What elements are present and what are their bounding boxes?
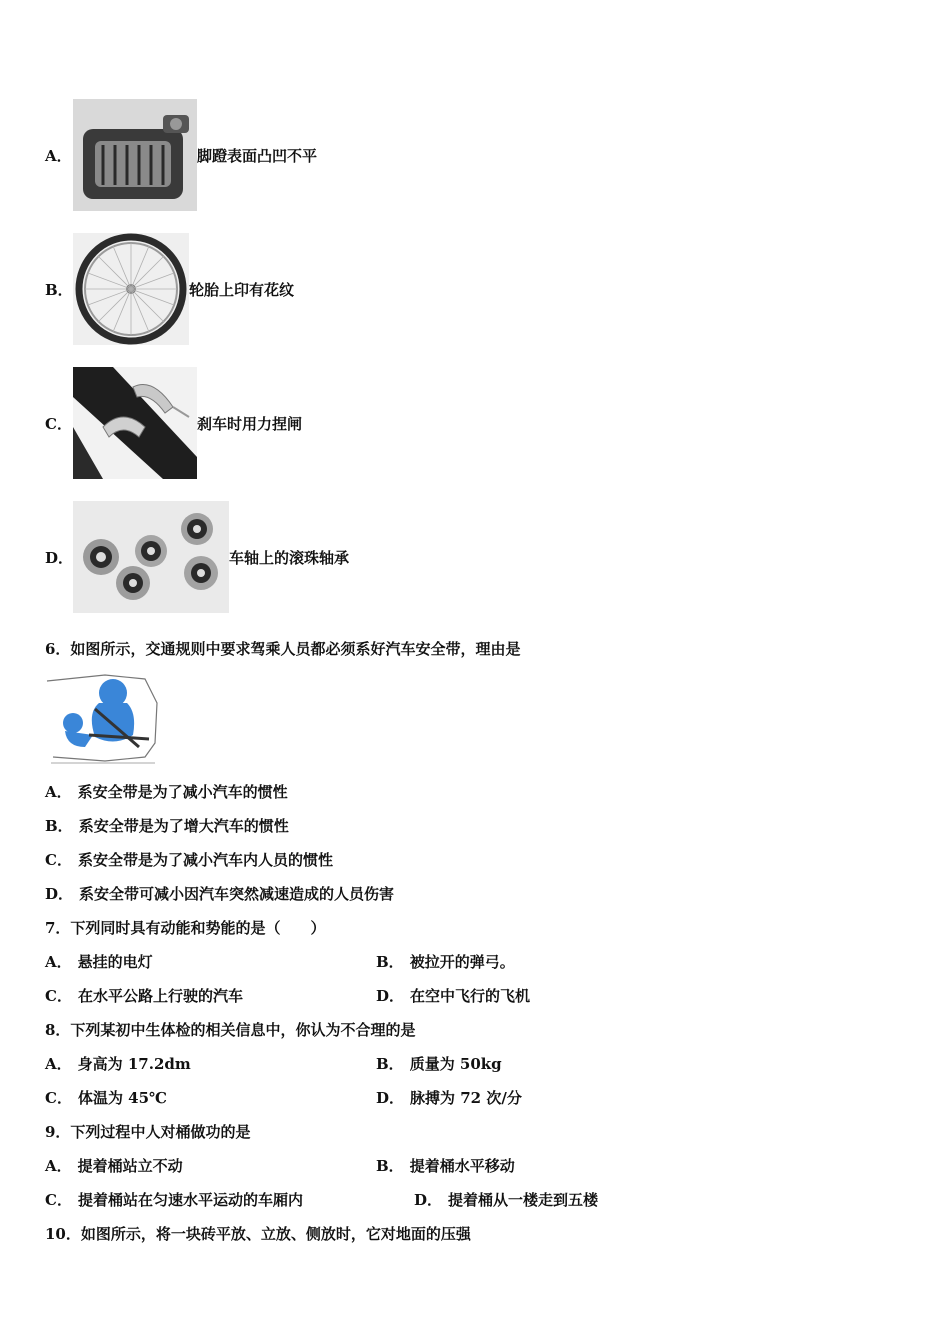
option-text: 系安全带可减小因汽车突然减速造成的人员伤害: [79, 885, 395, 903]
option-text: 轮胎上印有花纹: [189, 280, 295, 299]
option-text: 系安全带是为了减小汽车内人员的惯性: [77, 851, 333, 869]
option-letter: D．: [45, 885, 74, 903]
option-text: 体温为 45℃: [77, 1089, 168, 1107]
option-letter: A．: [45, 1055, 72, 1073]
option-letter: C．: [45, 414, 72, 433]
option-letter: D．: [376, 1089, 405, 1107]
q6-option-d[interactable]: [45, 883, 394, 904]
q5-option-a[interactable]: [45, 99, 317, 211]
option-letter: A．: [45, 783, 72, 801]
option-letter: D．: [376, 987, 405, 1005]
q10-stem: 10．如图所示，将一块砖平放、立放、侧放时，它对地面的压强: [45, 1225, 471, 1243]
q5-option-b[interactable]: [45, 233, 294, 345]
q9-stem: 9．下列过程中人对桶做功的是: [45, 1123, 251, 1141]
q8-option-a[interactable]: [45, 1053, 191, 1074]
option-text: 身高为 17.2dm: [77, 1055, 191, 1073]
option-letter: C．: [45, 1089, 72, 1107]
option-text: 系安全带是为了增大汽车的惯性: [78, 817, 289, 835]
option-letter: B．: [45, 280, 73, 299]
q8-option-b[interactable]: [376, 1053, 502, 1074]
q6-option-c[interactable]: [45, 849, 333, 870]
option-letter: D．: [414, 1191, 443, 1209]
pedal-photo-icon: [73, 99, 197, 211]
option-letter: B．: [376, 1055, 404, 1073]
q7-option-b[interactable]: [376, 951, 515, 972]
option-text: 提着桶站在匀速水平运动的车厢内: [77, 1191, 303, 1209]
q9-option-a[interactable]: [45, 1155, 183, 1176]
q5-option-c[interactable]: [45, 367, 302, 479]
q7-option-c[interactable]: [45, 985, 243, 1006]
q9-option-b[interactable]: [376, 1155, 515, 1176]
option-text: 提着桶水平移动: [409, 1157, 515, 1175]
bearing-photo-icon: [73, 501, 229, 613]
q8-stem: 8．下列某初中生体检的相关信息中，你认为不合理的是: [45, 1021, 416, 1039]
option-letter: D．: [45, 548, 74, 567]
option-text: 质量为 50kg: [409, 1055, 502, 1073]
option-letter: C．: [45, 851, 72, 869]
option-letter: B．: [376, 953, 404, 971]
q8-option-c[interactable]: [45, 1087, 167, 1108]
q8-option-d[interactable]: [376, 1087, 522, 1108]
tire-photo-icon: [73, 233, 189, 345]
q9-option-c[interactable]: [45, 1189, 303, 1210]
q7-stem: 7．下列同时具有动能和势能的是（ ）: [45, 919, 326, 937]
option-text: 刹车时用力捏闸: [197, 414, 303, 433]
q9-option-d[interactable]: [414, 1189, 598, 1210]
option-text: 脚蹬表面凸凹不平: [197, 146, 318, 165]
option-text: 系安全带是为了减小汽车的惯性: [77, 783, 288, 801]
option-text: 被拉开的弹弓。: [409, 953, 515, 971]
q6-option-b[interactable]: [45, 815, 289, 836]
option-letter: C．: [45, 987, 72, 1005]
seatbelt-illustration-icon: [45, 673, 161, 765]
option-letter: A．: [45, 953, 72, 971]
q6-option-a[interactable]: [45, 781, 288, 802]
q5-option-d[interactable]: [45, 501, 349, 613]
option-text: 提着桶从一楼走到五楼: [448, 1191, 599, 1209]
option-text: 车轴上的滚珠轴承: [229, 548, 350, 567]
option-text: 在空中飞行的飞机: [410, 987, 531, 1005]
option-text: 悬挂的电灯: [77, 953, 153, 971]
q7-option-d[interactable]: [376, 985, 530, 1006]
option-text: 在水平公路上行驶的汽车: [77, 987, 243, 1005]
option-letter: A．: [45, 146, 72, 165]
brake-photo-icon: [73, 367, 197, 479]
q6-stem: 6．如图所示，交通规则中要求驾乘人员都必须系好汽车安全带，理由是: [45, 640, 521, 658]
option-text: 脉搏为 72 次/分: [410, 1089, 522, 1107]
q7-option-a[interactable]: [45, 951, 153, 972]
option-letter: B．: [376, 1157, 404, 1175]
option-letter: C．: [45, 1191, 72, 1209]
option-letter: B．: [45, 817, 73, 835]
option-letter: A．: [45, 1157, 72, 1175]
option-text: 提着桶站立不动: [77, 1157, 183, 1175]
